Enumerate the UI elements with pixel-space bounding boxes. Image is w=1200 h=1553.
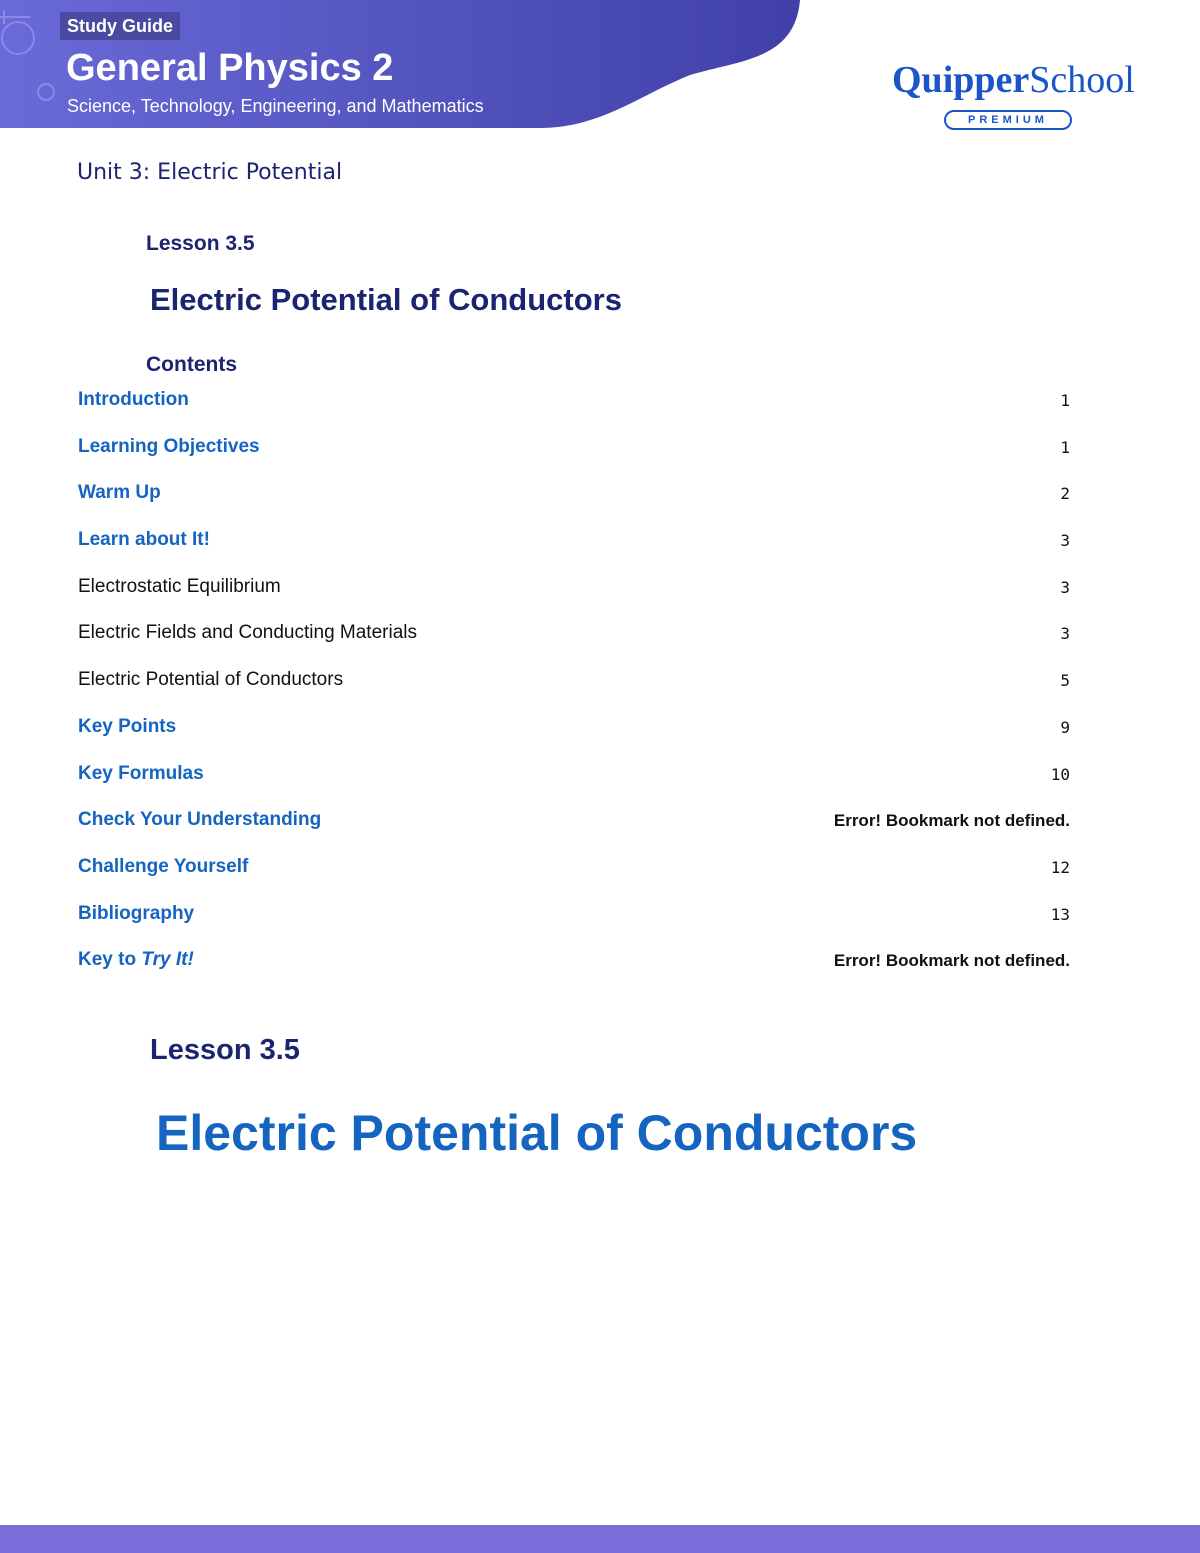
toc-row-warm-up[interactable] [78,477,1070,524]
toc-row-key-formulas[interactable] [78,758,1070,805]
logo-school: School [1029,59,1135,101]
toc-link-introduction[interactable]: Introduction [78,389,189,410]
toc-page-number: 3 [1060,577,1070,597]
toc-row-learning-objectives[interactable] [78,431,1070,478]
toc-label-italic: Try It! [141,949,194,971]
toc-page-number: 5 [1060,671,1070,691]
toc-link-key-to-try-it[interactable] [78,947,194,973]
unit-heading: Unit 3: Electric Potential [77,160,343,185]
toc-row-learn-about-it[interactable] [78,524,1070,571]
toc-page-number: 10 [1050,764,1070,784]
toc-page-number: 2 [1060,484,1070,504]
toc-link-learning-objectives[interactable]: Learning Objectives [78,435,260,457]
toc-link-key-points[interactable]: Key Points [78,715,177,737]
lesson-label: Lesson 3.5 [146,232,255,255]
toc-link-electrostatic-equilibrium[interactable]: Electrostatic Equilibrium [78,575,281,597]
toc-link-key-formulas[interactable]: Key Formulas [78,762,204,784]
lesson-big-title: Electric Potential of Conductors [156,1105,918,1161]
course-subtitle: Science, Technology, Engineering, and Mathematics [67,96,484,116]
toc-row-key-points[interactable] [78,711,1070,758]
toc-page-error: Error! Bookmark not defined. [833,811,1070,831]
toc-label-text: Key to [78,949,142,971]
toc-page-number: 1 [1060,437,1070,457]
toc-link-bibliography[interactable]: Bibliography [78,902,195,924]
lesson-label-repeat: Lesson 3.5 [150,1034,300,1066]
toc-page-number: 3 [1060,531,1070,551]
toc-row-introduction[interactable] [78,384,1070,431]
toc-page-error: Error! Bookmark not defined. [833,951,1070,971]
toc-row-electric-potential[interactable] [78,664,1070,711]
toc-link-electric-potential[interactable]: Electric Potential of Conductors [78,669,344,691]
toc-link-challenge-yourself[interactable]: Challenge Yourself [78,855,249,877]
lesson-title: Electric Potential of Conductors [150,282,622,317]
toc-link-electric-fields[interactable]: Electric Fields and Conducting Materials [78,622,417,644]
toc-row-challenge-yourself[interactable] [78,851,1070,898]
toc-page-number: 13 [1050,904,1070,924]
toc-row-key-to-try-it[interactable] [78,944,1070,991]
table-of-contents [78,384,1070,991]
footer-bar [0,1525,1200,1553]
course-title: General Physics 2 [66,47,394,89]
quipper-school-logo [892,58,1135,138]
logo-premium-pill: PREMIUM [944,110,1072,130]
toc-row-electric-fields[interactable] [78,617,1070,664]
toc-page-number: 12 [1050,857,1070,877]
toc-row-bibliography[interactable] [78,898,1070,945]
contents-heading: Contents [146,353,237,376]
toc-row-electrostatic-equilibrium[interactable] [78,571,1070,618]
toc-link-check-your-understanding[interactable]: Check Your Understanding [78,809,322,831]
toc-page-number: 3 [1060,624,1070,644]
toc-link-warm-up[interactable]: Warm Up [78,482,161,504]
logo-quipper: Quipper [892,59,1030,101]
toc-page-number: 9 [1060,717,1070,737]
toc-link-learn-about-it[interactable]: Learn about It! [78,529,210,551]
toc-row-check-your-understanding[interactable] [78,804,1070,851]
toc-page-number: 1 [1060,391,1070,410]
study-guide-badge: Study Guide [60,12,180,40]
